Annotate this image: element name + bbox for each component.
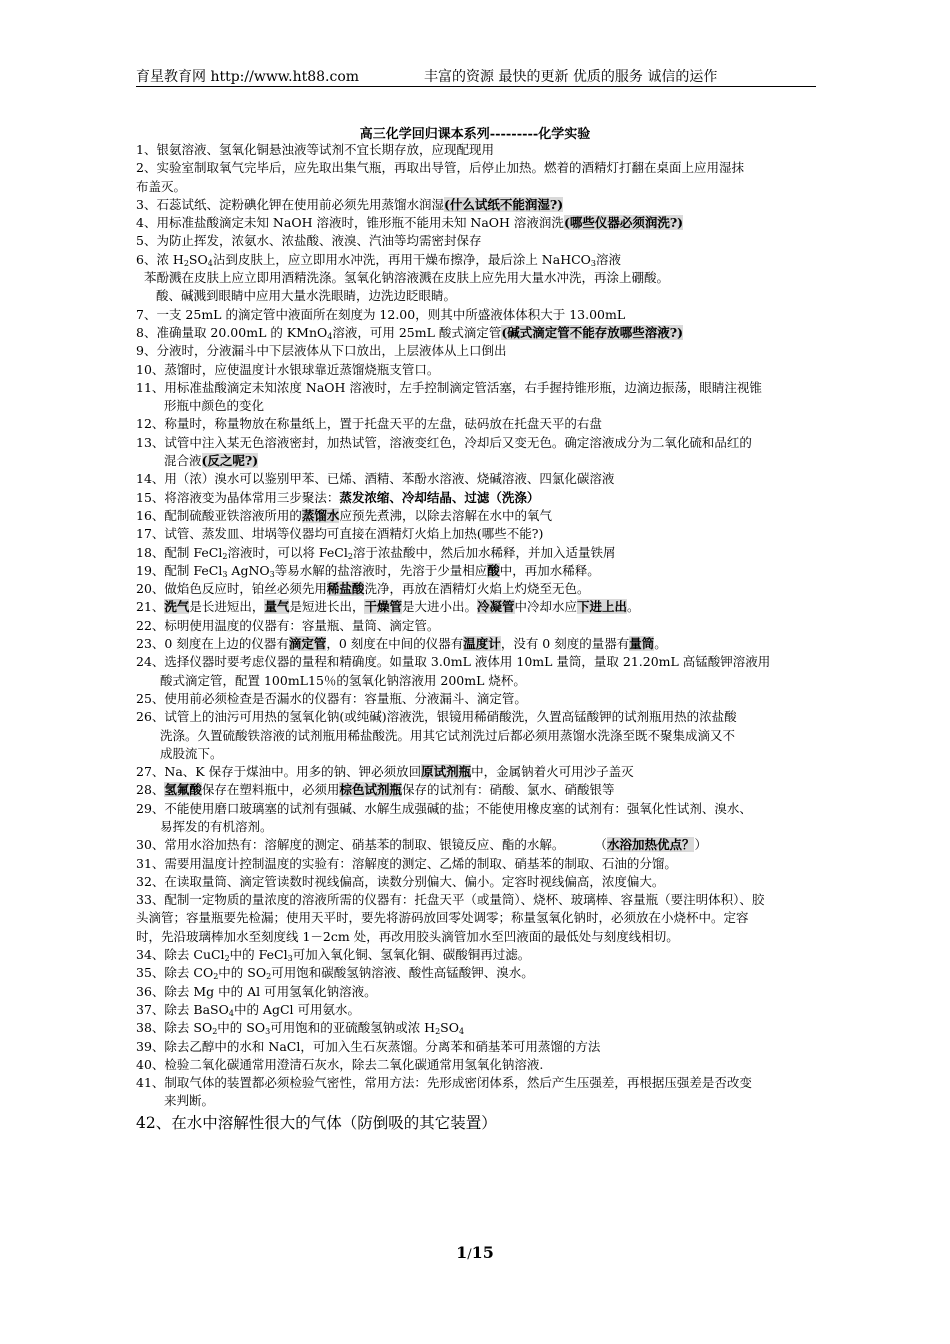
- page-current: 1: [456, 1243, 468, 1262]
- item-38-sub2: 3: [265, 1027, 271, 1037]
- item-7: 7、一支 25mL 的滴定管中液面所在刻度为 12.00，则其中所盛液体体积大于 13.00mL: [136, 306, 626, 322]
- item-19-t3: 等易水解的盐溶液时，先溶于少量相应: [274, 562, 488, 578]
- item-15-t: 15、将溶液变为晶体常用三步聚法：: [136, 489, 340, 505]
- item-13-line-2: [136, 452, 818, 470]
- item-23-t3: ，没有 0 刻度的量器有: [500, 636, 630, 652]
- item-21-t1: 是长进短出，: [189, 599, 265, 615]
- item-38-t4: SO: [440, 1020, 459, 1036]
- item-24-line-1: 24、选择仪器时要考虑仪器的量程和精确度。如量取 3.0mL 液体用 10mL 量筒，量取 21.20mL 高锰酸钾溶液用: [136, 654, 771, 670]
- item-18-t1: 18、配制 FeCl: [136, 544, 223, 560]
- item-29-line-2: 易挥发的有机溶剂。: [160, 818, 273, 834]
- item-41-line-1: 41、制取气体的装置都必须检验气密性，常用方法：先形成密闭体系，然后产生压强差，再根据压强差是否改变: [136, 1075, 752, 1091]
- item-5: 5、为防止挥发，浓氨水、浓盐酸、液溴、汽油等均需密封保存: [136, 233, 482, 249]
- item-38-sub4: 4: [458, 1027, 465, 1037]
- item-13-t: 混合液: [164, 453, 202, 469]
- item-16: [136, 507, 818, 525]
- item-8: [136, 324, 818, 342]
- item-38-sub1: 2: [212, 1027, 218, 1037]
- item-20-t1: 20、做焰色反应时，铂丝必须先用: [136, 581, 327, 597]
- item-6-line-2: 苯酚溅在皮肤上应立即用酒精洗涤。氢氧化钠溶液溅在皮肤上应先用大量水冲洗，再涂上硼酸。: [144, 270, 670, 286]
- header-slogan: 丰富的资源 最快的更新 优质的服务 诚信的运作: [424, 69, 718, 85]
- item-6-line-3: 酸、碱溅到眼睛中应用大量水洗眼睛，边洗边眨眼睛。: [156, 288, 457, 304]
- item-21-t3: 是大进小出。: [401, 599, 477, 615]
- item-34-sub1: 2: [224, 954, 230, 964]
- item-16-hl: 蒸馏水: [301, 507, 340, 523]
- item-6-sub1: 2: [183, 258, 189, 268]
- item-34: [136, 946, 818, 964]
- item-35-t1: 35、除去 CO: [136, 965, 214, 981]
- item-6-sub2: 4: [207, 258, 213, 268]
- item-38-sub3: 2: [435, 1027, 441, 1037]
- item-12: 12、称量时，称量物放在称量纸上，置于托盘天平的左盘，砝码放在托盘天平的右盘: [136, 416, 602, 432]
- item-23-t4: 。: [654, 636, 667, 652]
- item-18: [136, 544, 818, 562]
- item-30: [136, 836, 818, 854]
- page-number: [0, 1243, 950, 1262]
- item-38-t1: 38、除去 SO: [136, 1020, 213, 1036]
- item-21-hl3: 干燥管: [364, 599, 402, 615]
- item-34-t2: 中的 FeCl: [229, 947, 288, 963]
- item-37-t1: 37、除去 BaSO: [136, 1001, 229, 1017]
- item-18-sub2: 2: [347, 551, 353, 561]
- item-16-t2: 应预先煮沸，以除去溶解在水中的氧气: [339, 507, 552, 523]
- item-28-t2: 保存的试剂有：硝酸、氯水、硝酸银等: [401, 782, 615, 798]
- item-6-t4: 溶液: [596, 251, 622, 267]
- item-35: [136, 964, 818, 982]
- item-4-text: 4、用标准盐酸滴定未知 NaOH 溶液时，锥形瓶不能用未知 NaOH 溶液润洗: [136, 215, 564, 231]
- item-37: [136, 1001, 818, 1019]
- item-18-t3: 溶于浓盐酸中，然后加水稀释，并加入适量铁屑: [352, 544, 616, 560]
- item-13-line-1: 13、试管中注入某无色溶液密封，加热试管，溶液变红色，冷却后又变无色。确定溶液成分为二氧化硫和品红的: [136, 434, 752, 450]
- item-27: [136, 763, 818, 781]
- item-23-hl2: 温度计: [463, 636, 501, 652]
- item-38-t3: 可用饱和的亚硫酸氢钠或浓 H: [270, 1020, 436, 1036]
- item-23-t1: 23、0 刻度在上边的仪器有: [136, 636, 289, 652]
- item-35-t2: 中的 SO: [218, 965, 267, 981]
- document-body: [136, 141, 818, 1136]
- item-30-question: 水浴加热优点？: [606, 837, 695, 853]
- item-30-close: ）: [694, 837, 707, 853]
- item-41-line-2: 来判断。: [164, 1093, 215, 1109]
- item-16-t1: 16、配制硫酸亚铁溶液所用的: [136, 507, 302, 523]
- item-8-t1: 8、准确量取 20.00mL 的 KMnO: [136, 324, 328, 340]
- item-18-t2: 溶液时，可以将 FeCl: [227, 544, 348, 560]
- item-6-t1: 6、浓 H: [136, 251, 184, 267]
- item-4-question: (哪些仪器必须润洗?): [563, 215, 684, 231]
- item-19-t1: 19、配制 FeCl: [136, 562, 223, 578]
- document-title: 高三化学回归课本系列---------化学实验: [359, 127, 591, 142]
- page-total: 15: [471, 1243, 494, 1262]
- item-26-line-3: 成股流下。: [160, 745, 223, 761]
- item-23-t2: ，0 刻度在中间的仪器有: [326, 636, 464, 652]
- item-20: [136, 580, 818, 598]
- item-34-t1: 34、除去 CuCl: [136, 947, 225, 963]
- item-35-sub1: 2: [213, 972, 219, 982]
- item-15: [136, 489, 818, 507]
- item-28-num: 28、: [136, 782, 165, 798]
- item-33-line-1: 33、配制一定物质的量浓度的溶液所需的仪器有：托盘天平（或量筒）、烧杯、玻璃棒、容量瓶（要注明体积）、胶: [136, 892, 765, 908]
- item-21: [136, 598, 818, 616]
- item-38: [136, 1019, 818, 1037]
- item-3-question: (什么试纸不能润湿?): [443, 196, 564, 212]
- item-26-line-1: 26、试管上的油污可用热的氢氧化钠(或纯碱)溶液洗，银镜用稀硝酸洗，久置高锰酸钾的试剂瓶用热的浓盐酸: [136, 709, 737, 725]
- item-31: 31、需要用温度计控制温度的实验有：溶解度的测定、乙烯的制取、硝基苯的制取、石油的分馏。: [136, 855, 677, 871]
- item-21-hl5: 下进上出: [577, 599, 628, 615]
- item-40: 40、检验二氧化碳通常用澄清石灰水，除去二氧化碳通常用氢氧化钠溶液.: [136, 1056, 544, 1072]
- item-21-t4: 中冷却水应: [514, 599, 578, 615]
- item-21-hl2: 量气: [264, 599, 290, 615]
- item-25: 25、使用前必须检查是否漏水的仪器有：容量瓶、分液漏斗、滴定管。: [136, 690, 527, 706]
- item-36: 36、除去 Mg 中的 Al 可用氢氧化钠溶液。: [136, 983, 377, 999]
- item-20-hl: 稀盐酸: [326, 581, 365, 597]
- item-13-question: (反之呢?): [201, 453, 259, 469]
- item-30-t1: 30、常用水浴加热有：溶解度的测定、硝基苯的制取、银镜反应、酯的水解。: [136, 837, 565, 853]
- item-6-sub3: 3: [590, 258, 596, 268]
- item-6-line-1: [136, 251, 818, 269]
- item-28-hl1: 氢氟酸: [164, 782, 202, 798]
- item-6-t2: SO: [188, 251, 208, 267]
- item-38-t2: 中的 SO: [217, 1020, 266, 1036]
- item-21-t5: 。: [627, 599, 640, 615]
- item-3: [136, 196, 818, 214]
- item-19-sub1: 3: [222, 569, 228, 579]
- item-6-t3: 沾到皮肤上，应立即用水冲洗，再用干燥布擦净，最后涂上 NaHCO: [212, 251, 591, 267]
- item-3-text: 3、石蕊试纸、淀粉碘化钾在使用前必须先用蒸馏水润湿: [136, 196, 444, 212]
- item-8-t2: 溶液，可用 25mL 酸式滴定管: [332, 324, 502, 340]
- item-27-hl: 原试剂瓶: [421, 764, 472, 780]
- page-header: [136, 64, 816, 87]
- header-site: 育星教育网 http://www.ht88.com: [136, 69, 360, 85]
- item-17: 17、试管、蒸发皿、坩埚等仪器均可直接在酒精灯火焰上加热(哪些不能?): [136, 526, 544, 542]
- item-30-open: （: [594, 837, 607, 853]
- item-23-hl1: 滴定管: [288, 636, 327, 652]
- item-21-t2: 是短进长出，: [289, 599, 365, 615]
- item-14: 14、用（浓）溴水可以鉴别甲苯、已烯、酒精、苯酚水溶液、烧碱溶液、四氯化碳溶液: [136, 471, 615, 487]
- item-2-line-1: 2、实验室制取氧气完毕后，应先取出集气瓶，再取出导管，后停止加热。燃着的酒精灯打翻在桌面上应用湿抹: [136, 160, 744, 176]
- item-28: [136, 781, 818, 799]
- item-34-sub2: 3: [287, 954, 293, 964]
- item-23: [136, 635, 818, 653]
- item-28-hl2: 棕色试剂瓶: [339, 782, 402, 798]
- item-18-sub1: 2: [222, 551, 228, 561]
- item-8-sub: 4: [327, 331, 333, 341]
- item-37-sub: 4: [228, 1008, 234, 1018]
- item-1: 1、银氨溶液、氢氧化铜悬浊液等试剂不宜长期存放，应现配现用: [136, 142, 494, 157]
- item-9: 9、分液时，分液漏斗中下层液体从下口放出，上层液体从上口倒出: [136, 343, 507, 359]
- item-8-question: (碱式滴定管不能存放哪些溶液?): [501, 324, 684, 340]
- item-28-t1: 保存在塑料瓶中，必须用: [201, 782, 340, 798]
- item-23-hl3: 量筒: [629, 636, 655, 652]
- item-39: 39、除去乙醇中的水和 NaCl，可加入生石灰蒸馏。分离苯和硝基苯可用蒸馏的方法: [136, 1038, 601, 1054]
- item-33-line-3: 时，先沿玻璃棒加水至刻度线 1－2cm 处，再改用胶头滴管加水至凹液面的最低处与刻度线相切。: [136, 928, 679, 944]
- item-4: [136, 214, 818, 232]
- item-19-sub2: 3: [269, 569, 275, 579]
- item-19-t4: 中，再加水稀释。: [499, 562, 600, 578]
- item-20-t2: 洗净，再放在酒精灯火焰上灼烧至无色。: [364, 581, 590, 597]
- item-24-line-2: 酸式滴定管，配置 100mL15％的氢氧化钠溶液用 200mL 烧杯。: [160, 672, 526, 688]
- item-27-t2: 中，金属钠着火可用沙子盖灭: [471, 764, 634, 780]
- item-21-num: 21、: [136, 599, 165, 615]
- item-15-bold: 蒸发浓缩、冷却结晶、过滤（洗涤）: [339, 489, 540, 505]
- item-42: 42、在水中溶解性很大的气体（防倒吸的其它装置）: [136, 1113, 497, 1132]
- item-33-line-2: 头滴管；容量瓶要先检漏；使用天平时，要先将游码放回零处调零；称量氢氧化钠时，必须放在小烧杯中。定容: [136, 910, 749, 926]
- item-21-hl1: 洗气: [164, 599, 190, 615]
- item-37-t2: 中的 AgCl 可用氨水。: [233, 1001, 360, 1017]
- item-2-line-2: 布盖灭。: [136, 178, 187, 194]
- item-34-t3: 可加入氧化铜、氢氧化铜、碳酸铜再过滤。: [292, 947, 531, 963]
- item-19-t2: AgNO: [227, 562, 270, 578]
- item-11-line-2: 形瓶中颜色的变化: [164, 398, 265, 414]
- item-22: 22、标明使用温度的仪器有：容量瓶、量筒、滴定管。: [136, 617, 440, 633]
- item-10: 10、蒸馏时，应使温度计水银球靠近蒸馏烧瓶支管口。: [136, 361, 440, 377]
- item-19-hl: 酸: [487, 562, 500, 578]
- item-35-t3: 可用饱和碳酸氢钠溶液、酸性高锰酸钾、溴水。: [271, 965, 534, 981]
- item-26-line-2: 洗涤。久置硫酸铁溶液的试剂瓶用稀盐酸洗。用其它试剂洗过后都必须用蒸馏水洗涤至既不聚集成滴又不: [160, 727, 736, 743]
- page-separator: /: [467, 1247, 472, 1262]
- item-11-line-1: 11、用标准盐酸滴定未知浓度 NaOH 溶液时，左手控制滴定管活塞，右手握持锥形瓶，边滴边振荡，眼睛注视锥: [136, 379, 762, 395]
- item-27-t1: 27、Na、K 保存于煤油中。用多的钠、钾必须放回: [136, 764, 422, 780]
- item-19: [136, 562, 818, 580]
- item-21-hl4: 冷凝管: [477, 599, 515, 615]
- item-35-sub2: 2: [266, 972, 272, 982]
- item-29-line-1: 29、不能使用磨口玻璃塞的试剂有强碱、水解生成强碱的盐；不能使用橡皮塞的试剂有：强氧化性试剂、溴水、: [136, 800, 752, 816]
- item-32: 32、在读取量筒、滴定管读数时视线偏高，读数分别偏大、偏小。定容时视线偏高，浓度偏大。: [136, 873, 665, 889]
